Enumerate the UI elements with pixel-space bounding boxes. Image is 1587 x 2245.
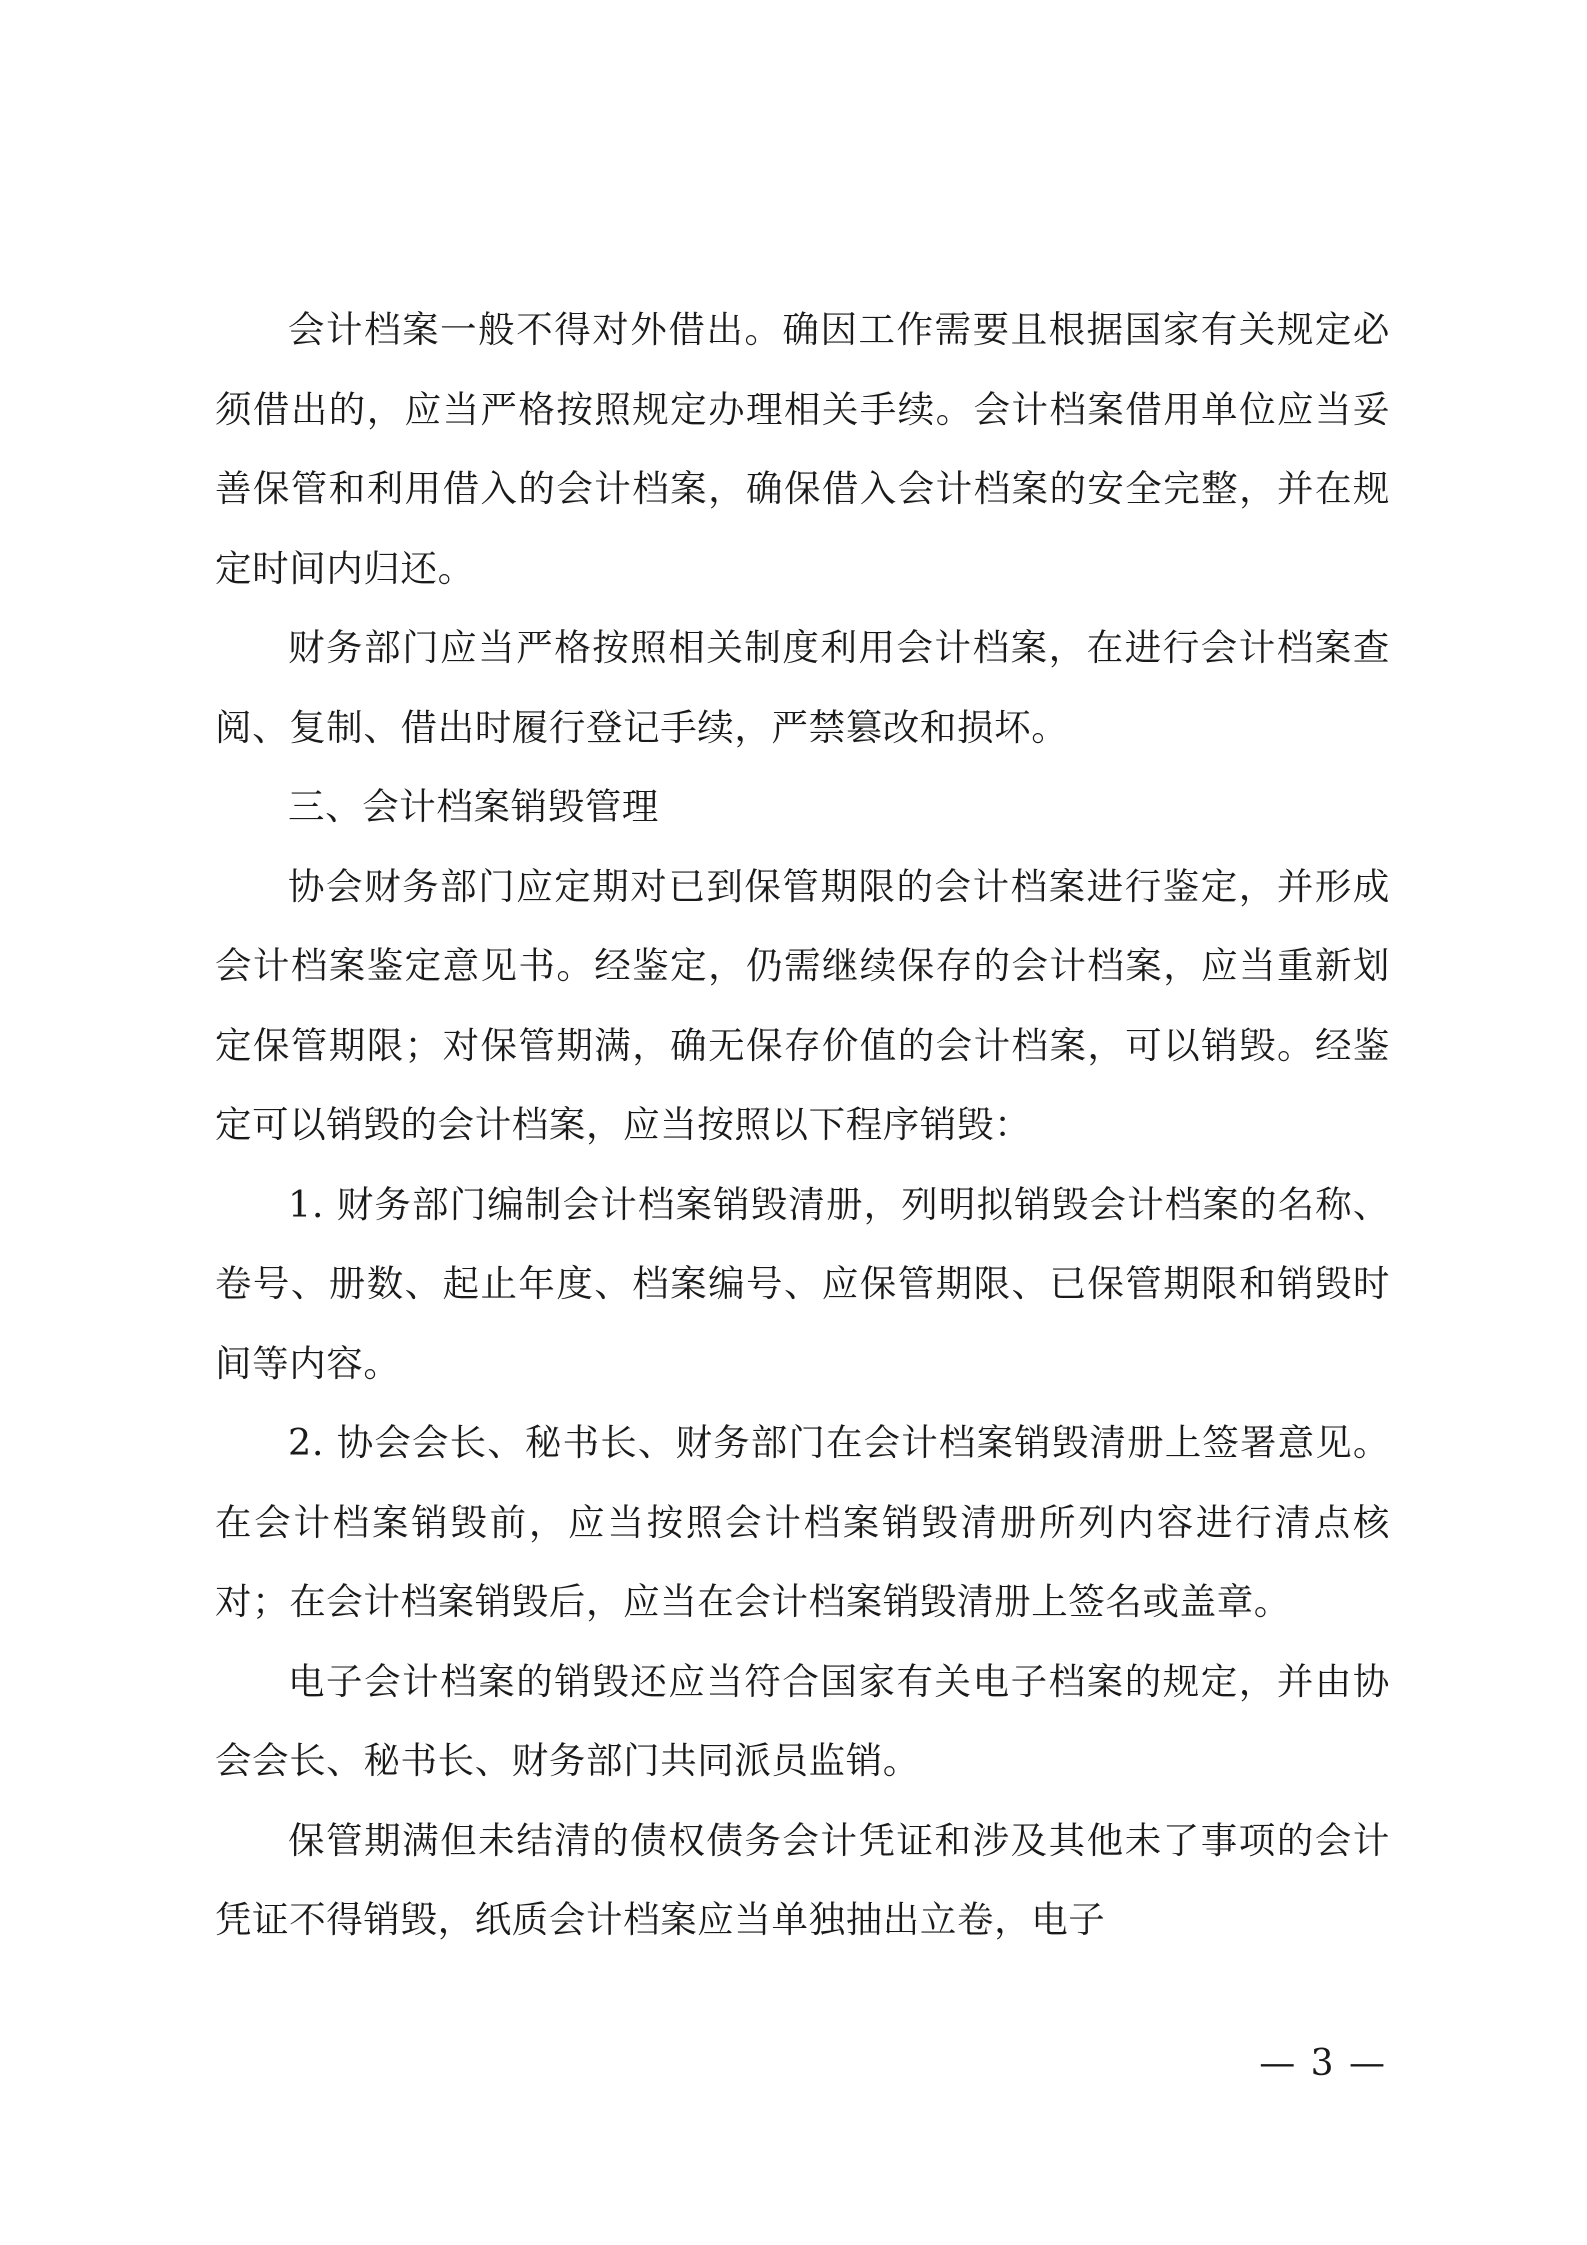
paragraph-step-2: 2. 协会会长、秘书长、财务部门在会计档案销毁清册上签署意见。在会计档案销毁前，应当按照会计档案销毁清册所列内容进行清点核对；在会计档案销毁后，应当在会计档案销毁清册上签名或盖章。 xyxy=(215,1421,1390,1623)
paragraph-unsettled-vouchers: 保管期满但未结清的债权债务会计凭证和涉及其他未了事项的会计凭证不得销毁，纸质会计档案应当单独抽出立卷，电子 xyxy=(215,1818,1390,1941)
paragraph-step-1: 1. 财务部门编制会计档案销毁清册，列明拟销毁会计档案的名称、卷号、册数、起止年度、档案编号、应保管期限、已保管期限和销毁时间等内容。 xyxy=(215,1182,1390,1385)
paragraph-borrowing-rules: 会计档案一般不得对外借出。确因工作需要且根据国家有关规定必须借出的，应当严格按照规定办理相关手续。会计档案借用单位应当妥善保管和利用借入的会计档案，确保借入会计档案的安全完整，并在规定时间内归还。 xyxy=(215,308,1390,590)
page-number: — 3 — xyxy=(1259,2043,1387,2084)
paragraph-appraisal: 协会财务部门应定期对已到保管期限的会计档案进行鉴定，并形成会计档案鉴定意见书。经鉴定，仍需继续保存的会计档案，应当重新划定保管期限；对保管期满，确无保存价值的会计档案，可以销毁。经鉴定可以销毁的会计档案，应当按照以下程序销毁： xyxy=(215,864,1390,1146)
section-heading-destruction: 三、会计档案销毁管理 xyxy=(288,785,659,828)
body-text xyxy=(215,290,1390,1960)
paragraph-usage-rules: 财务部门应当严格按照相关制度利用会计档案，在进行会计档案查阅、复制、借出时履行登记手续，严禁篡改和损坏。 xyxy=(215,626,1390,749)
paragraph-electronic-archives: 电子会计档案的销毁还应当符合国家有关电子档案的规定，并由协会会长、秘书长、财务部门共同派员监销。 xyxy=(215,1659,1390,1782)
